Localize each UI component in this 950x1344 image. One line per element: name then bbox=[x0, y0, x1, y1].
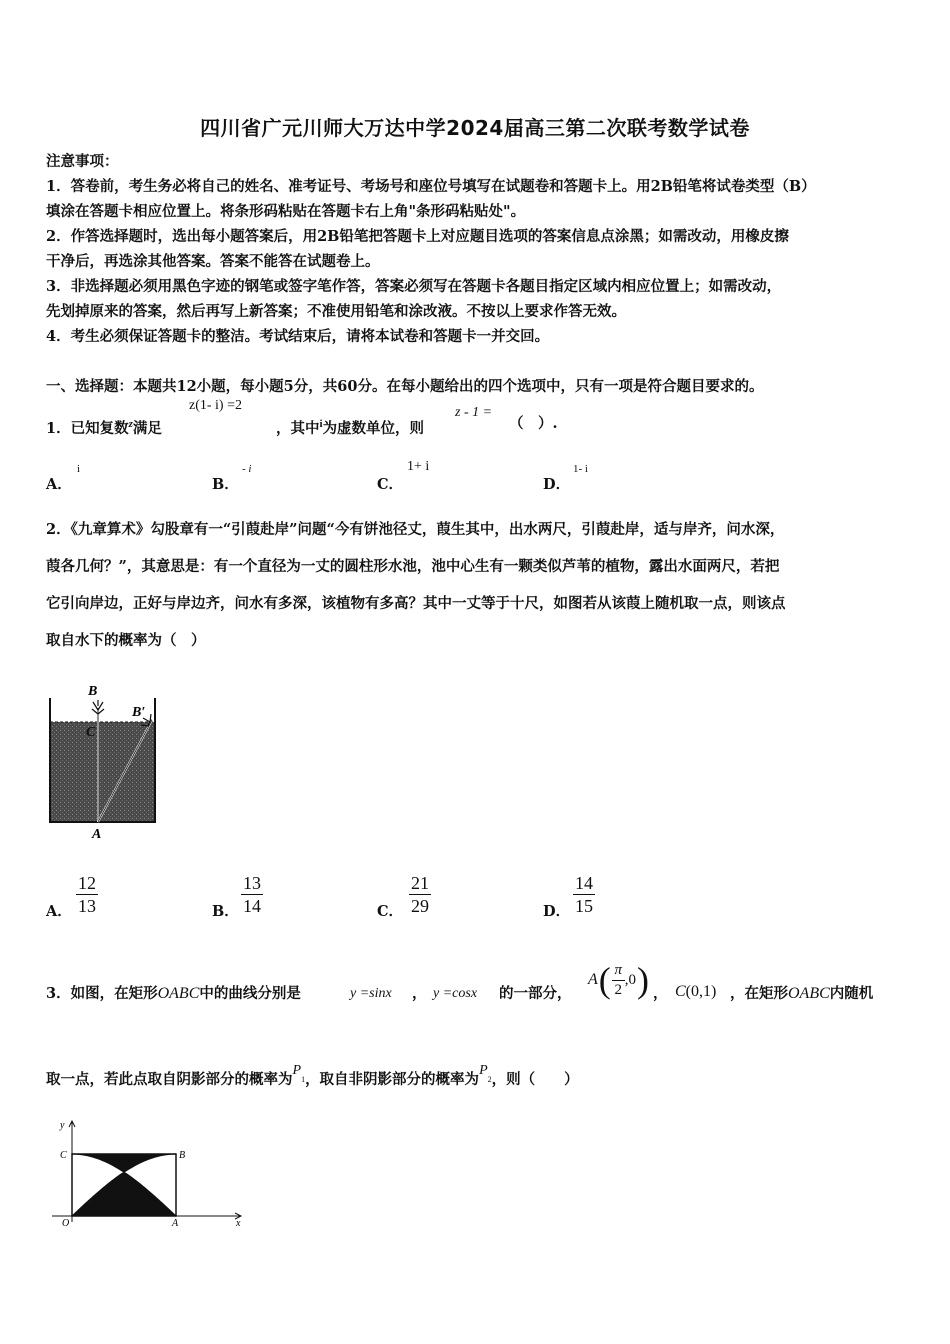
label-a: A bbox=[92, 827, 102, 842]
label-c: C bbox=[86, 725, 96, 740]
q3-text: ，则（ ） bbox=[491, 1071, 579, 1088]
label-x: x bbox=[236, 1218, 241, 1229]
notice-line: 填涂在答题卡相应位置上。将条形码粘贴在答题卡右上角"条形码粘贴处"。 bbox=[46, 203, 526, 220]
numerator: 14 bbox=[575, 873, 593, 893]
label-a: A bbox=[172, 1218, 179, 1229]
label-b-prime: B′ bbox=[132, 705, 146, 720]
pi-over-2 bbox=[612, 962, 625, 999]
q1-text: 1．已知复数 bbox=[46, 419, 129, 437]
q1-option-a-label: A． bbox=[46, 476, 72, 493]
q2-stem-line: 取自水下的概率为（ ） bbox=[46, 632, 206, 649]
label-b: B bbox=[88, 684, 98, 699]
q3-text: 取一点，若此点取自阴影部分的概率为 bbox=[46, 1071, 293, 1088]
q1-text: 满足 bbox=[132, 419, 162, 437]
q1-option-d-label: D． bbox=[543, 476, 571, 493]
q2-option-b-fraction bbox=[241, 873, 263, 916]
fraction-bar bbox=[241, 894, 263, 895]
denominator: 13 bbox=[78, 896, 96, 916]
q3-text: 内随机 bbox=[829, 985, 874, 1002]
notice-line: 3．非选择题必须用黑色字迹的钢笔或签字笔作答，答案必须写在答题卡各题目指定区域内相应位置上；如需改动， bbox=[46, 278, 782, 295]
q2-stem-line: 2．《九章算术》勾股章有一“引葭赴岸”问题“今有饼池径丈，葭生其中，出水两尺，引葭赴岸，适与岸齐，问水深， bbox=[46, 521, 785, 538]
right-paren: ) bbox=[637, 960, 650, 1000]
q3-point-a bbox=[588, 956, 649, 1004]
label-y: y bbox=[60, 1120, 65, 1131]
p2-subscript: 2 bbox=[487, 1074, 492, 1084]
q3-text: 中的曲线分别是 bbox=[199, 985, 301, 1002]
q1-option-d-value: 1- i bbox=[573, 463, 588, 475]
fraction-bar bbox=[76, 894, 98, 895]
q3-comma: ， bbox=[412, 985, 427, 1002]
page-title: 四川省广元川师大万达中学2024届高三第二次联考数学试卷 bbox=[200, 116, 750, 140]
pond-figure bbox=[40, 678, 170, 843]
q2-option-d-label: D． bbox=[543, 903, 571, 920]
q1-condition: z(1- i) =2 bbox=[189, 398, 242, 413]
left-paren: ( bbox=[598, 960, 611, 1000]
shaded-region bbox=[72, 1154, 176, 1216]
label-o: O bbox=[62, 1218, 70, 1229]
fraction-bar bbox=[409, 894, 431, 895]
q3-stem-end bbox=[730, 984, 873, 1004]
q2-option-b-label: B． bbox=[212, 903, 239, 920]
q3-stem bbox=[46, 984, 301, 1004]
notice-line: 4．考生必须保证答题卡的整洁。考试结束后，请将本试卷和答题卡一并交回。 bbox=[46, 328, 550, 345]
p2-symbol: P bbox=[479, 1063, 488, 1078]
q1-stem bbox=[46, 414, 162, 439]
p1-subscript: 1 bbox=[301, 1074, 306, 1084]
q3-text-3: 的一部分， bbox=[499, 985, 572, 1002]
label-b: B bbox=[179, 1150, 186, 1161]
denominator: 14 bbox=[243, 896, 261, 916]
q3-stem-line-2 bbox=[46, 1063, 579, 1096]
fraction-bar bbox=[573, 894, 595, 895]
denominator: 15 bbox=[575, 896, 593, 916]
notice-line: 2．作答选择题时，选出每小题答案后，用2B铅笔把答题卡上对应题目选项的答案信息点涂黑；如需改动，用橡皮擦 bbox=[46, 228, 789, 245]
q2-option-d-fraction bbox=[573, 873, 595, 916]
q1-option-b-label: B． bbox=[212, 476, 239, 493]
q1-text: ，其中 bbox=[276, 419, 320, 437]
fraction-bar bbox=[612, 980, 625, 981]
section-heading: 一、选择题：本题共12小题，每小题5分，共60分。在每小题给出的四个选项中，只有一项是符合题目要求的。 bbox=[46, 378, 764, 395]
q1-option-c-label: C． bbox=[377, 476, 404, 493]
point-a-label: A bbox=[588, 971, 598, 988]
water-area bbox=[50, 722, 155, 822]
numerator: 21 bbox=[411, 873, 429, 893]
two: 2 bbox=[614, 981, 623, 998]
q3-text: ，在矩形 bbox=[730, 985, 788, 1002]
q2-option-a-label: A． bbox=[46, 903, 72, 920]
q3-f1: y =sinx bbox=[350, 986, 392, 1001]
numerator: 13 bbox=[243, 873, 261, 893]
q1-paren: （ ）. bbox=[509, 415, 558, 432]
q3-text: ，取自非阴影部分的概率为 bbox=[305, 1071, 480, 1088]
q1-expression: z - 1 = bbox=[455, 405, 493, 420]
q1-z: z bbox=[128, 418, 133, 430]
q2-stem-line: 它引向岸边，正好与岸边齐，问水有多深，该植物有多高？其中一丈等于十尺，如图若从该葭上随机取一点，则该点 bbox=[46, 595, 786, 612]
q3-text: 3．如图，在矩形 bbox=[46, 985, 158, 1002]
notice-heading: 注意事项： bbox=[46, 153, 119, 170]
q1-option-c-value: 1+ i bbox=[407, 459, 430, 474]
q2-option-c-label: C． bbox=[377, 903, 404, 920]
q3-point-c bbox=[675, 983, 716, 1001]
q1-stem-2 bbox=[276, 414, 424, 439]
point-c-label: C bbox=[675, 983, 686, 1000]
q1-option-a-value: i bbox=[77, 463, 81, 475]
notice-line: 先划掉原来的答案，然后再写上新答案；不准使用铅笔和涂改液。不按以上要求作答无效。 bbox=[46, 303, 626, 320]
q3-rect-2: OABC bbox=[788, 985, 830, 1002]
q1-text: 为虚数单位，则 bbox=[322, 419, 425, 437]
label-c: C bbox=[60, 1150, 67, 1161]
q3-rect: OABC bbox=[157, 985, 200, 1002]
q2-option-a-fraction bbox=[76, 873, 98, 916]
pi: π bbox=[614, 961, 623, 978]
q3-text-4: ， bbox=[653, 985, 668, 1002]
q3-f2: y =cosx bbox=[433, 986, 478, 1001]
q1-option-b-value: - i bbox=[242, 463, 252, 475]
point-c-value: (0,1) bbox=[685, 983, 717, 1000]
denominator: 29 bbox=[411, 896, 429, 916]
notice-line: 干净后，再选涂其他答案。答案不能答在试题卷上。 bbox=[46, 253, 380, 270]
q1-i: i bbox=[319, 418, 323, 430]
p1-symbol: P bbox=[292, 1063, 302, 1078]
notice-line: 1．答卷前，考生务必将自己的姓名、准考证号、考场号和座位号填写在试题卷和答题卡上。用2B铅笔将试卷类型（B） bbox=[46, 178, 816, 195]
comma-zero: ,0 bbox=[624, 971, 637, 988]
rectangle-figure bbox=[46, 1118, 256, 1233]
q2-option-c-fraction bbox=[409, 873, 431, 916]
numerator: 12 bbox=[78, 873, 96, 893]
q2-stem-line: 葭各几何？”，其意思是：有一个直径为一丈的圆柱形水池，池中心生有一颗类似芦苇的植物，露出水面两尺，若把 bbox=[46, 558, 780, 575]
